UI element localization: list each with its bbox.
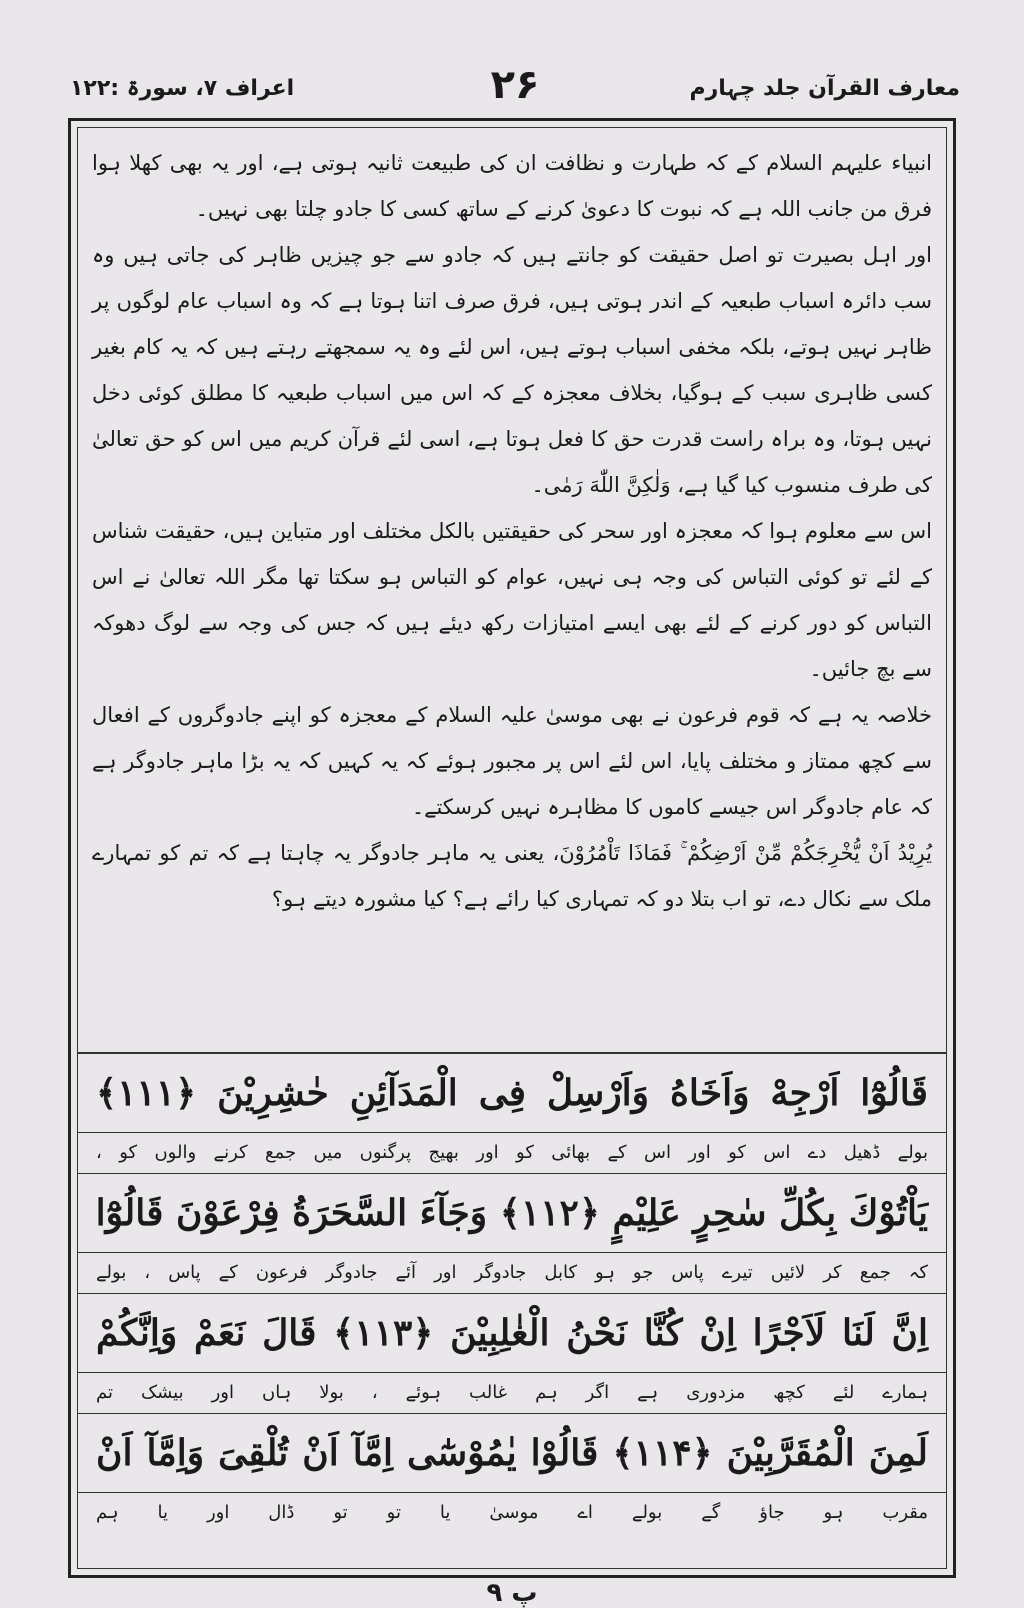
page-frame xyxy=(68,118,956,1578)
commentary-paragraph: انبیاء علیہم السلام کے کہ طہارت و نظافت ان کی طبیعت ثانیہ ہوتی ہے، اور یہ بھی کھلا ہوا فرق من جانب اللہ ہے کہ نبوت کا دعویٰ کرنے کے ساتھ کسی کا جادو چلتا بھی نہیں۔ xyxy=(92,151,932,221)
verse-arabic: اِنَّ لَنَا لَاَجْرًا اِنْ كُنَّا نَحْنُ الْغٰلِبِيْنَ ﴿۱۱۳﴾ قَالَ نَعَمْ وَاِنَّكُمْ xyxy=(78,1294,946,1373)
commentary-text xyxy=(92,140,932,922)
commentary-paragraph: يُرِيْدُ اَنْ يُّخْرِجَكُمْ مِّنْ اَرْضِكُمْ ۚ فَمَاذَا تَاْمُرُوْنَ، یعنی یہ ماہر جادوگر یہ چاہتا ہے کہ تم کو تمہارے ملک سے نکال دے، تو اب بتلا دو کہ تمہاری کیا رائے ہے؟ کیا مشورہ دیتے ہو؟ xyxy=(92,841,932,911)
verse-translation: بولے ڈھیل دے اس کو اور اس کے بھائی کو اور بھیج پرگنوں میں جمع کرنے والوں کو ، xyxy=(78,1133,946,1174)
page-number: ۲۶ xyxy=(490,62,540,108)
commentary-paragraph: اس سے معلوم ہوا کہ معجزہ اور سحر کی حقیقتیں بالکل مختلف اور متباین ہیں، حقیقت شناس کے لئے تو کوئی التباس کی وجہ ہی نہیں، عوام کو التباس ہو سکتا تھا مگر اللہ تعالیٰ نے اس التباس کو دور کرنے کے لئے بھی ایسے امتیازات رکھ دیئے ہیں کہ جس کی وجہ سے لوگ دھوکہ سے بچ جائیں۔ xyxy=(92,519,932,681)
verse-translation: ہمارے لئے کچھ مزدوری ہے اگر ہم غالب ہوئے ، بولا ہاں اور بیشک تم xyxy=(78,1373,946,1414)
quran-verses-block xyxy=(78,1052,946,1568)
part-marker: پ ۹ xyxy=(486,1578,538,1608)
commentary-paragraph: خلاصہ یہ ہے کہ قوم فرعون نے بھی موسیٰ علیہ السلام کے معجزہ کو اپنے جادوگروں کے افعال سے کچھ ممتاز و مختلف پایا، اس لئے اس پر مجبور ہوئے کہ یہ کہیں کہ یہ بڑا ماہر جادوگر ہے کہ عام جادوگر اس جیسے کاموں کا مظاہرہ نہیں کرسکتے۔ xyxy=(92,703,932,819)
verse-arabic: قَالُوْٓا اَرْجِهْ وَاَخَاهُ وَاَرْسِلْ فِى الْمَدَآئِنِ حٰشِرِيْنَ ﴿۱۱۱﴾ xyxy=(78,1054,946,1133)
page-header xyxy=(70,62,960,112)
verse-arabic: لَمِنَ الْمُقَرَّبِيْنَ ﴿۱۱۴﴾ قَالُوْا يٰمُوْسٰٓى اِمَّآ اَنْ تُلْقِىَ وَاِمَّآ اَنْ xyxy=(78,1414,946,1493)
inner-frame xyxy=(77,127,947,1569)
verse-translation: کہ جمع کر لائیں تیرے پاس جو ہو کابل جادوگر اور آئے جادوگر فرعون کے پاس ، بولے xyxy=(78,1253,946,1294)
commentary-paragraph: اور اہل بصیرت تو اصل حقیقت کو جانتے ہیں کہ جادو سے جو چیزیں ظاہر کی جاتی ہیں وہ سب دائرہ اسباب طبعیہ کے اندر ہوتی ہیں، فرق صرف اتنا ہوتا ہے کہ وہ اسباب عام لوگوں پر ظاہر نہیں ہوتے، بلکہ مخفی اسباب ہوتے ہیں، اس لئے وہ یہ سمجھتے رہتے ہیں کہ یہ کام بغیر کسی ظاہری سبب کے ہوگیا، بخلاف معجزہ کے کہ اس میں اسباب طبعیہ کا مطلق کوئی دخل نہیں ہوتا، وہ براہ راست قدرت حق کا فعل ہوتا ہے، اسی لئے قرآن کریم میں اس کو حق تعالیٰ کی طرف منسوب کیا گیا ہے، وَلٰكِنَّ اللّٰهَ رَمٰى۔ xyxy=(92,243,932,497)
verse-translation: مقرب ہو جاؤ گے بولے اے موسیٰ یا تو تو ڈال اور یا ہم xyxy=(96,1502,929,1523)
surah-reference: ۱۲۲: اعراف ۷، سورۃ xyxy=(70,76,295,101)
book-title: معارف القرآن جلد چہارم xyxy=(689,76,960,101)
verse-arabic: يَاْتُوْكَ بِكُلِّ سٰحِرٍ عَلِيْمٍ ﴿۱۱۲﴾ وَجَآءَ السَّحَرَةُ فِرْعَوْنَ قَالُوْٓا xyxy=(78,1174,946,1253)
